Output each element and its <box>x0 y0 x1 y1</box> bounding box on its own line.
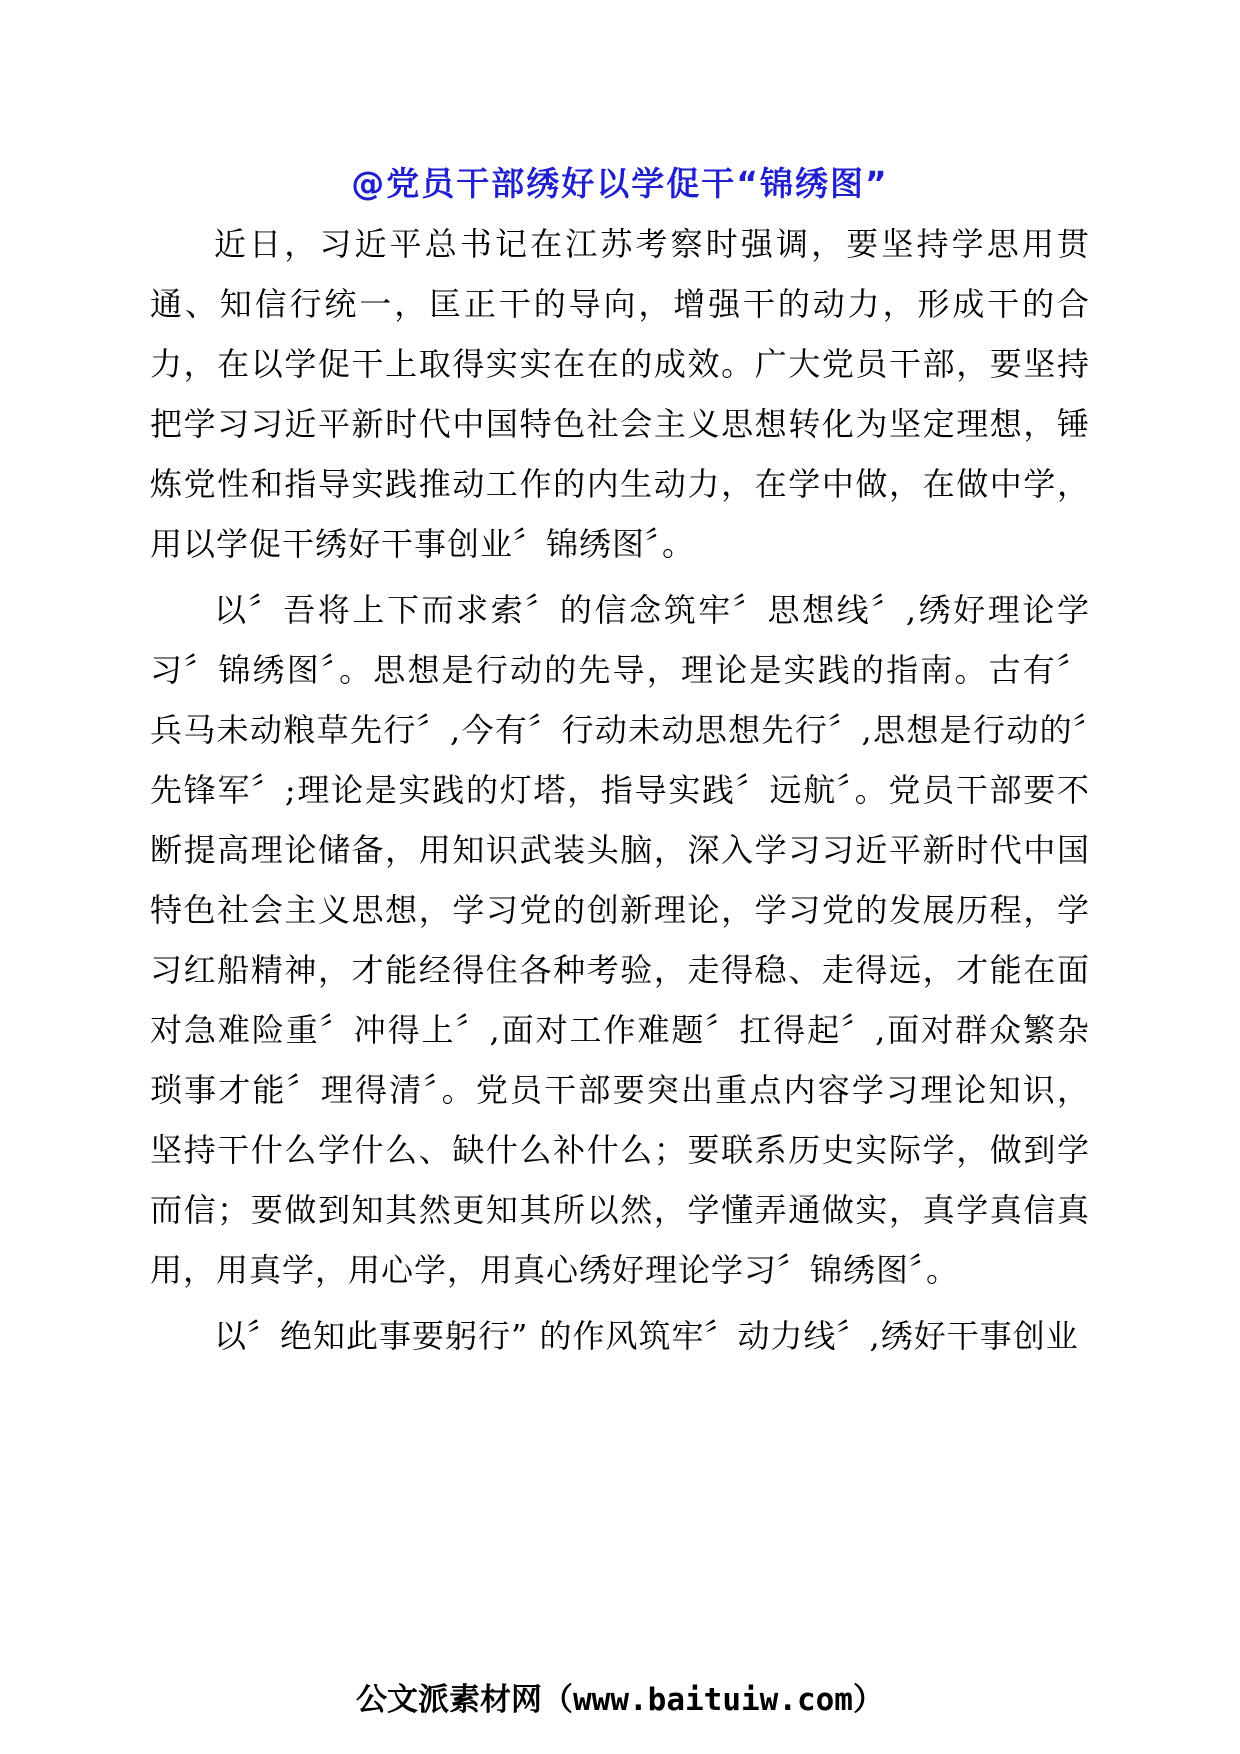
document-body <box>150 214 1090 1366</box>
document-title: @党员干部绣好以学促干“锦绣图” <box>351 164 889 203</box>
paragraph-2: 以〞吾将上下而求索〞的信念筑牢〞思想线〞,绣好理论学习〞锦绣图〞。思想是行动的先导，理论是实践的指南。古有〞兵马未动粮草先行〞,今有〞行动未动思想先行〞,思想是行动的〞先锋军〞;理论是实践的灯塔，指导实践〞远航〞。党员干部要不断提高理论储备，用知识武装头脑，深入学习习近平新时代中国特色社会主义思想，学习党的创新理论，学习党的发展历程，学习红船精神，才能经得住各种考验，走得稳、走得远，才能在面对急难险重〞冲得上〞,面对工作难题〞扛得起〞,面对群众繁杂琐事才能〞理得清〞。党员干部要突出重点内容学习理论知识，坚持干什么学什么、缺什么补什么；要联系历史实际学，做到学而信；要做到知其然更知其所以然，学懂弄通做实，真学真信真用，用真学，用心学，用真心绣好理论学习〞锦绣图〞。 <box>150 591 1090 1289</box>
paragraph-1: 近日，习近平总书记在江苏考察时强调，要坚持学思用贯通、知信行统一，匡正干的导向，增强干的动力，形成干的合力，在以学促干上取得实实在在的成效。广大党员干部，要坚持把学习习近平新时代中国特色社会主义思想转化为坚定理想，锤炼党性和指导实践推动工作的内生动力，在学中做，在做中学，用以学促干绣好干事创业〞锦绣图〞。 <box>150 225 1090 563</box>
footer-watermark: 公文派素材网（www.baituiw.com） <box>356 1682 884 1718</box>
paragraph-3: 以〞绝知此事要躬行” 的作风筑牢〞动力线〞,绣好干事创业 <box>214 1317 1079 1355</box>
